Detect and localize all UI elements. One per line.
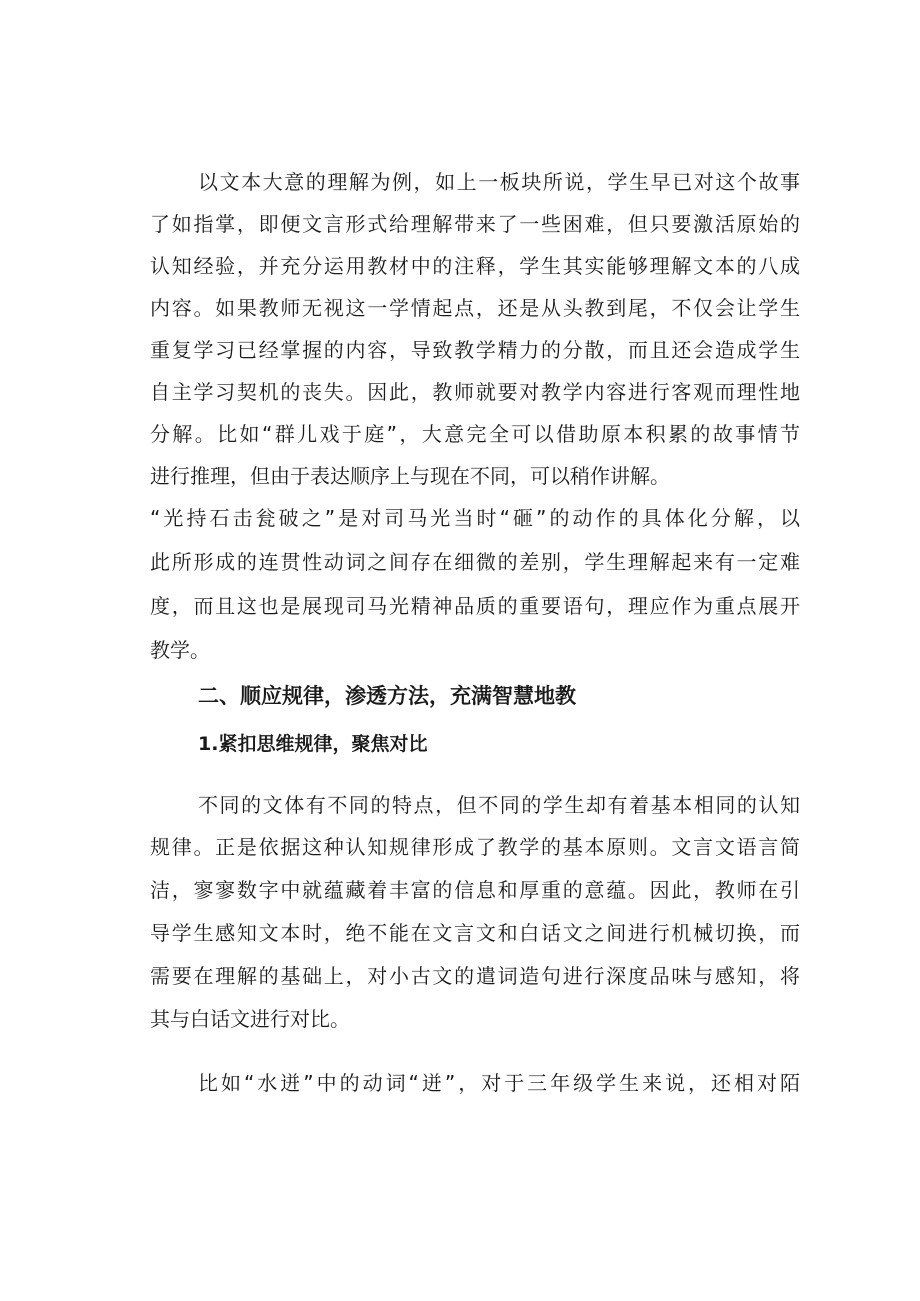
paragraph-1-line-6: 自主学习契机的丧失。因此，教师就要对教学内容进行客观而理性地 xyxy=(150,380,800,404)
paragraph-2-line-1: 不同的文体有不同的特点，但不同的学生却有着基本相同的认知 xyxy=(198,793,800,817)
paragraph-1-line-1: 以文本大意的理解为例，如上一板块所说，学生早已对这个故事 xyxy=(198,170,800,194)
paragraph-2-line-4: 导学生感知文本时，绝不能在文言文和白话文之间进行机械切换，而 xyxy=(150,921,800,945)
paragraph-1-line-9: “光持石击瓮破之”是对司马光当时“砸”的动作的具体化分解，以 xyxy=(150,506,800,530)
paragraph-1-line-10: 此所形成的连贯性动词之间存在细微的差别，学生理解起来有一定难 xyxy=(150,550,800,574)
paragraph-1-line-11: 度，而且这也是展现司马光精神品质的重要语句，理应作为重点展开 xyxy=(150,594,800,618)
paragraph-1-line-7: 分解。比如“群儿戏于庭”，大意完全可以借助原本积累的故事情节 xyxy=(150,422,800,446)
paragraph-1-line-2: 了如指掌，即便文言形式给理解带来了一些困难，但只要激活原始的 xyxy=(150,212,800,236)
paragraph-2-line-2: 规律。正是依据这种认知规律形成了教学的基本原则。文言文语言简 xyxy=(150,835,800,859)
paragraph-2-line-3: 洁，寥寥数字中就蕴藏着丰富的信息和厚重的意蕴。因此，教师在引 xyxy=(150,878,800,902)
paragraph-2-line-6: 其与白话文进行对比。 xyxy=(150,1007,350,1031)
paragraph-1-line-5: 重复学习已经掌握的内容，导致教学精力的分散，而且还会造成学生 xyxy=(150,338,800,362)
paragraph-1-line-3: 认知经验，并充分运用教材中的注释，学生其实能够理解文本的八成 xyxy=(150,254,800,278)
paragraph-2-line-5: 需要在理解的基础上，对小古文的遣词造句进行深度品味与感知，将 xyxy=(150,964,800,988)
paragraph-1-line-12: 教学。 xyxy=(150,638,210,662)
paragraph-1-line-8: 进行推理，但由于表达顺序上与现在不同，可以稍作讲解。 xyxy=(150,464,670,488)
paragraph-3-line-1: 比如“水迸”中的动词“迸”，对于三年级学生来说，还相对陌 xyxy=(198,1071,800,1095)
subsection-heading: 1.紧扣思维规律，聚焦对比 xyxy=(198,733,428,755)
section-heading: 二、顺应规律，渗透方法，充满智慧地教 xyxy=(198,684,576,708)
paragraph-1-line-4: 内容。如果教师无视这一学情起点，还是从头教到尾，不仅会让学生 xyxy=(150,296,800,320)
